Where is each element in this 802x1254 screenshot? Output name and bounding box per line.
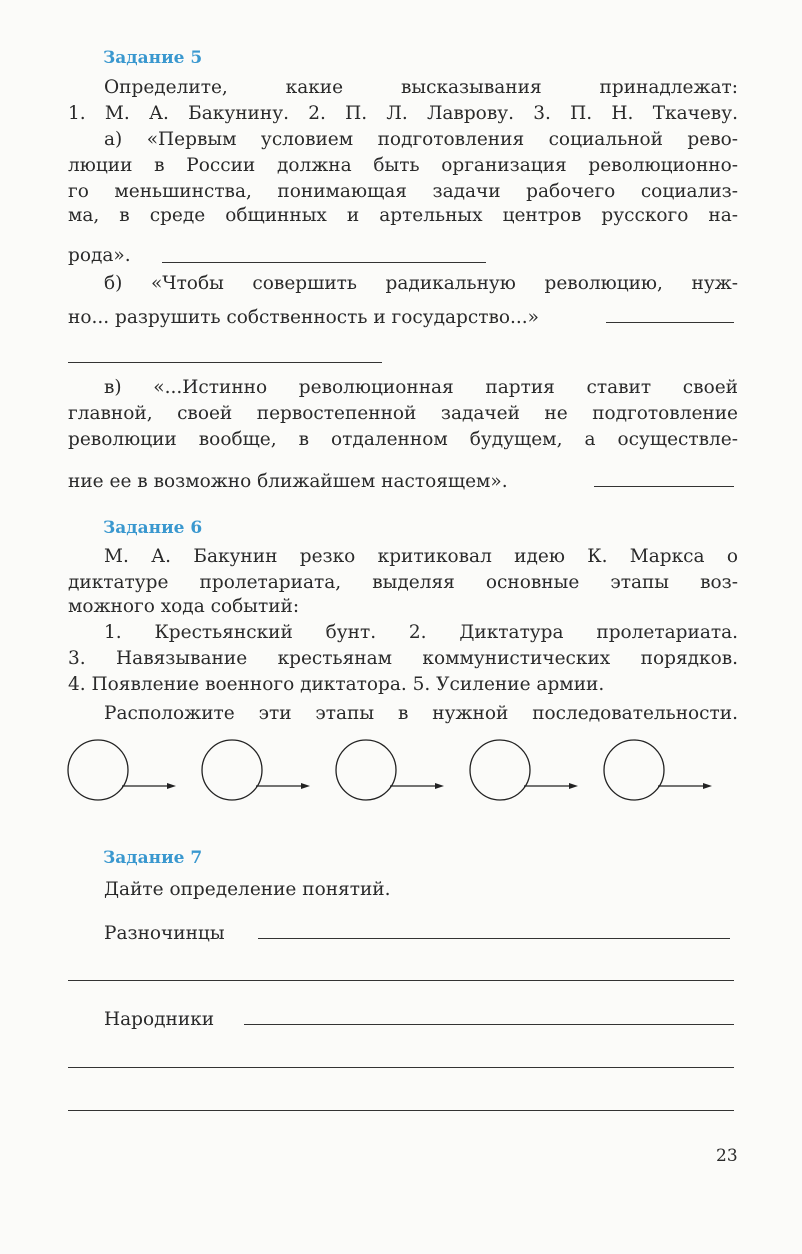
quote-b-line: б) «Чтобы совершить радикальную революцию, нуж- [104, 273, 738, 294]
answer-line-c[interactable] [594, 486, 734, 487]
task7-instruction: Дайте определение понятий. [104, 879, 391, 900]
task5-intro-line: 1. М. А. Бакунину. 2. П. Л. Лаврову. 3. П. Н. Ткачеву. [68, 103, 738, 124]
answer-line-b[interactable] [606, 322, 734, 323]
stage-list-line: 3. Навязывание крестьянам коммунистических порядков. [68, 648, 738, 669]
quote-a-line: го меньшинства, понимающая задачи рабочего социализ- [68, 181, 738, 202]
definition-line-2-cont[interactable] [68, 1110, 734, 1111]
quote-c-line: революции вообще, в отдаленном будущем, а осуществле- [68, 429, 738, 450]
sequence-circle-4[interactable] [470, 740, 530, 800]
definition-line-2[interactable] [244, 1024, 734, 1025]
quote-a-line: рода». [68, 245, 131, 266]
page-number: 23 [716, 1146, 738, 1166]
sequence-circle-5[interactable] [604, 740, 664, 800]
answer-line-b-cont[interactable] [68, 362, 382, 363]
sequence-circle-3[interactable] [336, 740, 396, 800]
quote-c-line: ние ее в возможно ближайшем настоящем». [68, 471, 508, 492]
quote-c-line: главной, своей первостепенной задачей не подготовление [68, 403, 738, 424]
quote-a-line: ма, в среде общинных и артельных центров русского на- [68, 205, 738, 226]
task6-heading: Задание 6 [103, 518, 203, 538]
sequence-diagram [0, 730, 802, 820]
arrow-icon [167, 783, 712, 789]
definition-line-1-cont[interactable] [68, 980, 734, 981]
task5-heading: Задание 5 [103, 48, 203, 68]
sequence-circle-1[interactable] [68, 740, 128, 800]
stage-list-line: 1. Крестьянский бунт. 2. Диктатура пролетариата. [104, 622, 738, 643]
term-narodniki: Народники [104, 1009, 215, 1030]
term-raznochintsy: Разночинцы [104, 923, 225, 944]
quote-c-line: в) «...Истинно революционная партия ставит своей [104, 377, 738, 398]
task5-intro-line: Определите, какие высказывания принадлежат: [104, 77, 738, 98]
definition-line-2-cont[interactable] [68, 1067, 734, 1068]
task7-heading: Задание 7 [103, 848, 203, 868]
definition-line-1[interactable] [258, 938, 730, 939]
quote-a-line: люции в России должна быть организация революционно- [68, 155, 738, 176]
task6-text-line: диктатуре пролетариата, выделяя основные этапы воз- [68, 572, 738, 593]
task6-instruction: Расположите эти этапы в нужной последовательности. [104, 703, 738, 724]
answer-line-a[interactable] [162, 262, 486, 263]
sequence-circle-2[interactable] [202, 740, 262, 800]
quote-a-line: а) «Первым условием подготовления социальной рево- [104, 129, 738, 150]
task6-text-line: М. А. Бакунин резко критиковал идею К. Маркса о [104, 546, 738, 567]
task6-text-line: можного хода событий: [68, 596, 300, 617]
quote-b-line: но... разрушить собственность и государство...» [68, 307, 540, 328]
stage-list-line: 4. Появление военного диктатора. 5. Усиление армии. [68, 674, 605, 695]
